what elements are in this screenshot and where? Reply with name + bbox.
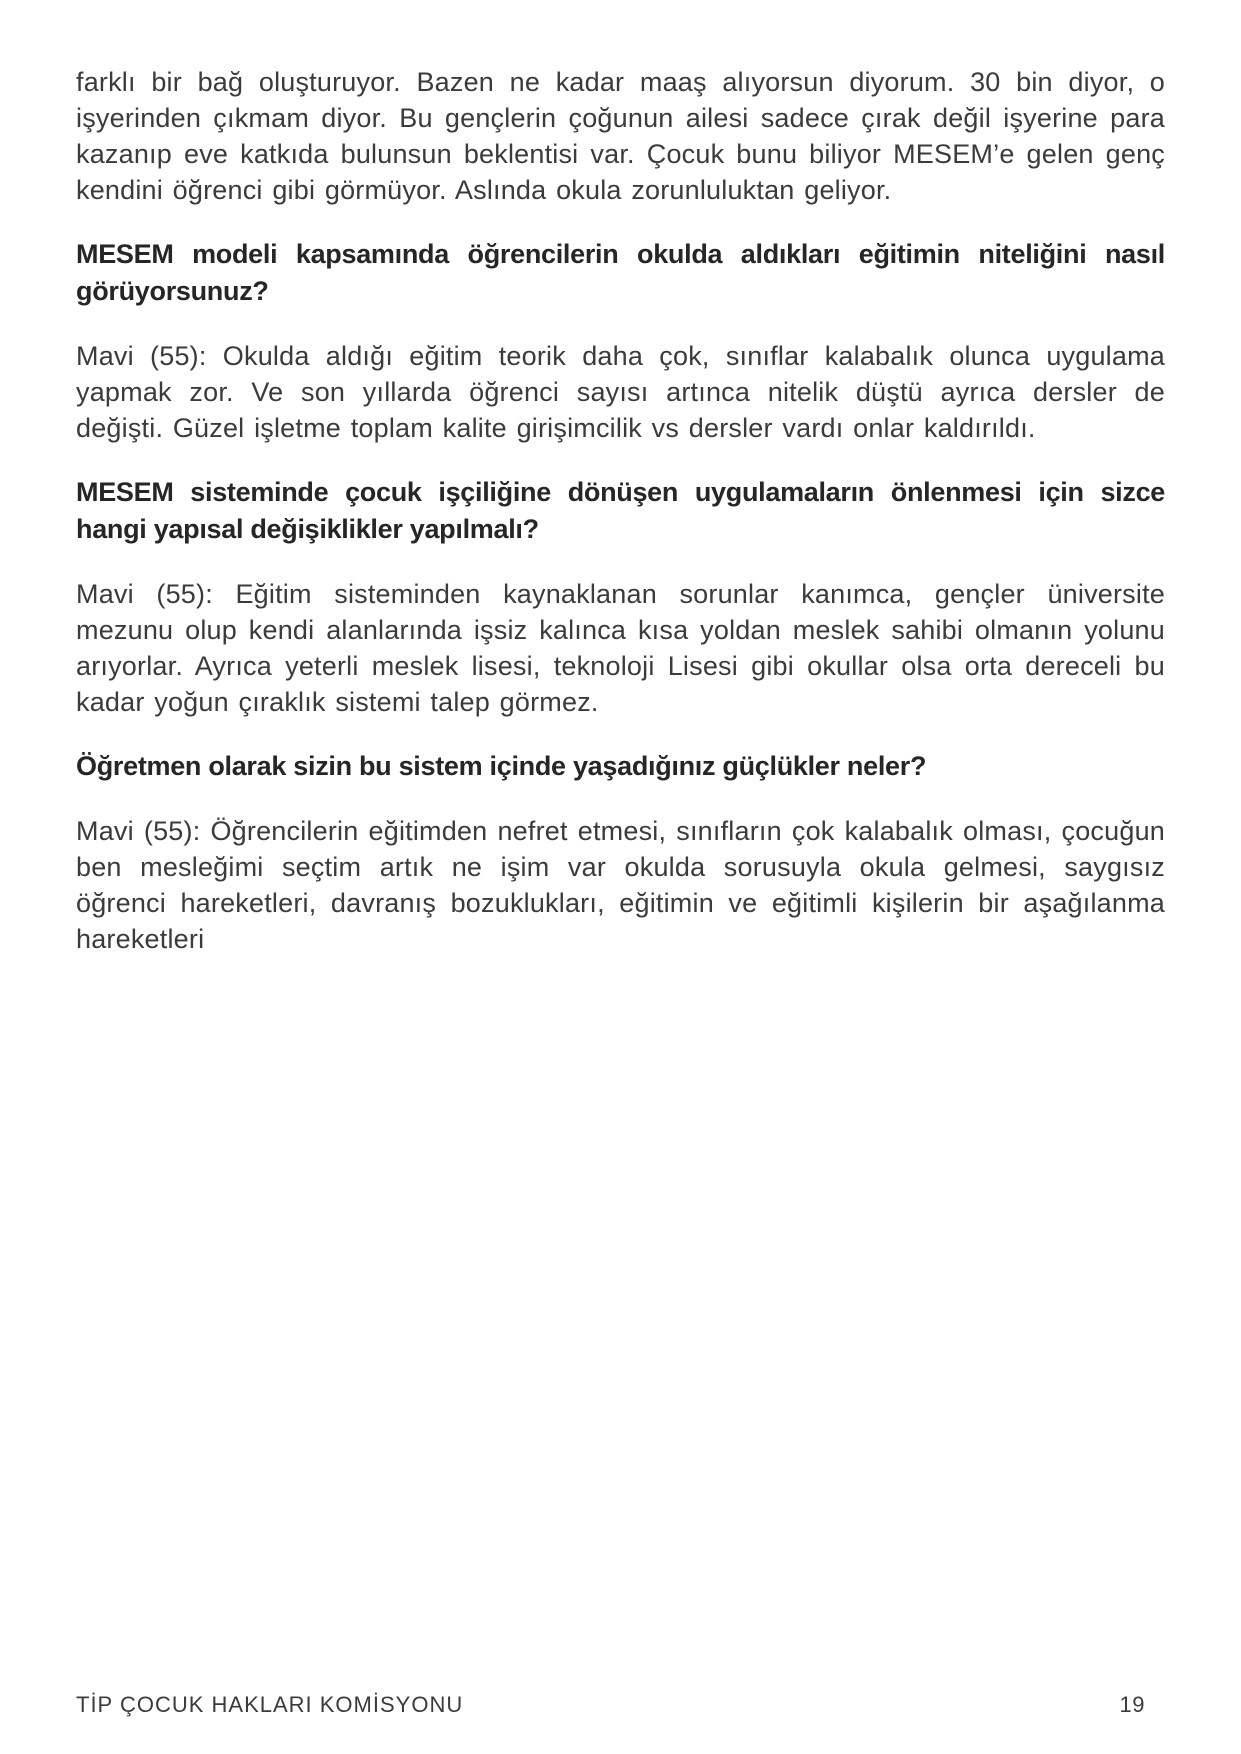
footer-commission-title: TİP ÇOCUK HAKLARI KOMİSYONU [76, 1692, 464, 1717]
question-heading-education-quality: MESEM modeli kapsamında öğrencilerin okulda aldıkları eğitimin niteliğini nasıl görüyorsunuz? [76, 239, 1165, 306]
question-heading-teacher-difficulties: Öğretmen olarak sizin bu sistem içinde yaşadığınız güçlükler neler? [76, 751, 927, 781]
paragraph-intro-continuation: farklı bir bağ oluşturuyor. Bazen ne kadar maaş alıyorsun diyorum. 30 bin diyor, o işyerinden çıkmam diyor. Bu gençlerin çoğunun ailesi sadece çırak değil işyerine para kazanıp eve katkıda bulunsun beklentisi var. Çocuk bunu biliyor MESEM’e gelen genç kendini öğrenci gibi görmüyor. Aslında okula zorunluluktan geliyor. [76, 67, 1165, 205]
paragraph-answer-education-quality: Mavi (55): Okulda aldığı eğitim teorik daha çok, sınıflar kalabalık olunca uygulama yapmak zor. Ve son yıllarda öğrenci sayısı artınca nitelik düştü ayrıca dersler de değişti. Güzel işletme toplam kalite girişimcilik vs dersler vardı onlar kaldırıldı. [76, 341, 1165, 443]
document-content [76, 64, 1165, 957]
paragraph-answer-structural-changes: Mavi (55): Eğitim sisteminden kaynaklanan sorunlar kanımca, gençler üniversite mezunu olup kendi alanlarında işsiz kalınca kısa yoldan meslek sahibi olmanın yolunu arıyorlar. Ayrıca yeterli meslek lisesi, teknoloji Lisesi gibi okullar olsa orta dereceli bu kadar yoğun çıraklık sistemi talep görmez. [76, 579, 1165, 717]
paragraph-answer-teacher-difficulties: Mavi (55): Öğrencilerin eğitimden nefret etmesi, sınıfların çok kalabalık olması, çocuğun ben mesleğimi seçtim artık ne işim var okulda sorusuyla okula gelmesi, saygısız öğrenci hareketleri, davranış bozuklukları, eğitimin ve eğitimli kişilerin bir aşağılanma hareketleri [76, 816, 1165, 954]
question-heading-structural-changes: MESEM sisteminde çocuk işçiliğine dönüşen uygulamaların önlenmesi için sizce hangi yapısal değişiklikler yapılmalı? [76, 477, 1165, 544]
page-number: 19 [1119, 1692, 1145, 1717]
page-footer [76, 1692, 1165, 1718]
